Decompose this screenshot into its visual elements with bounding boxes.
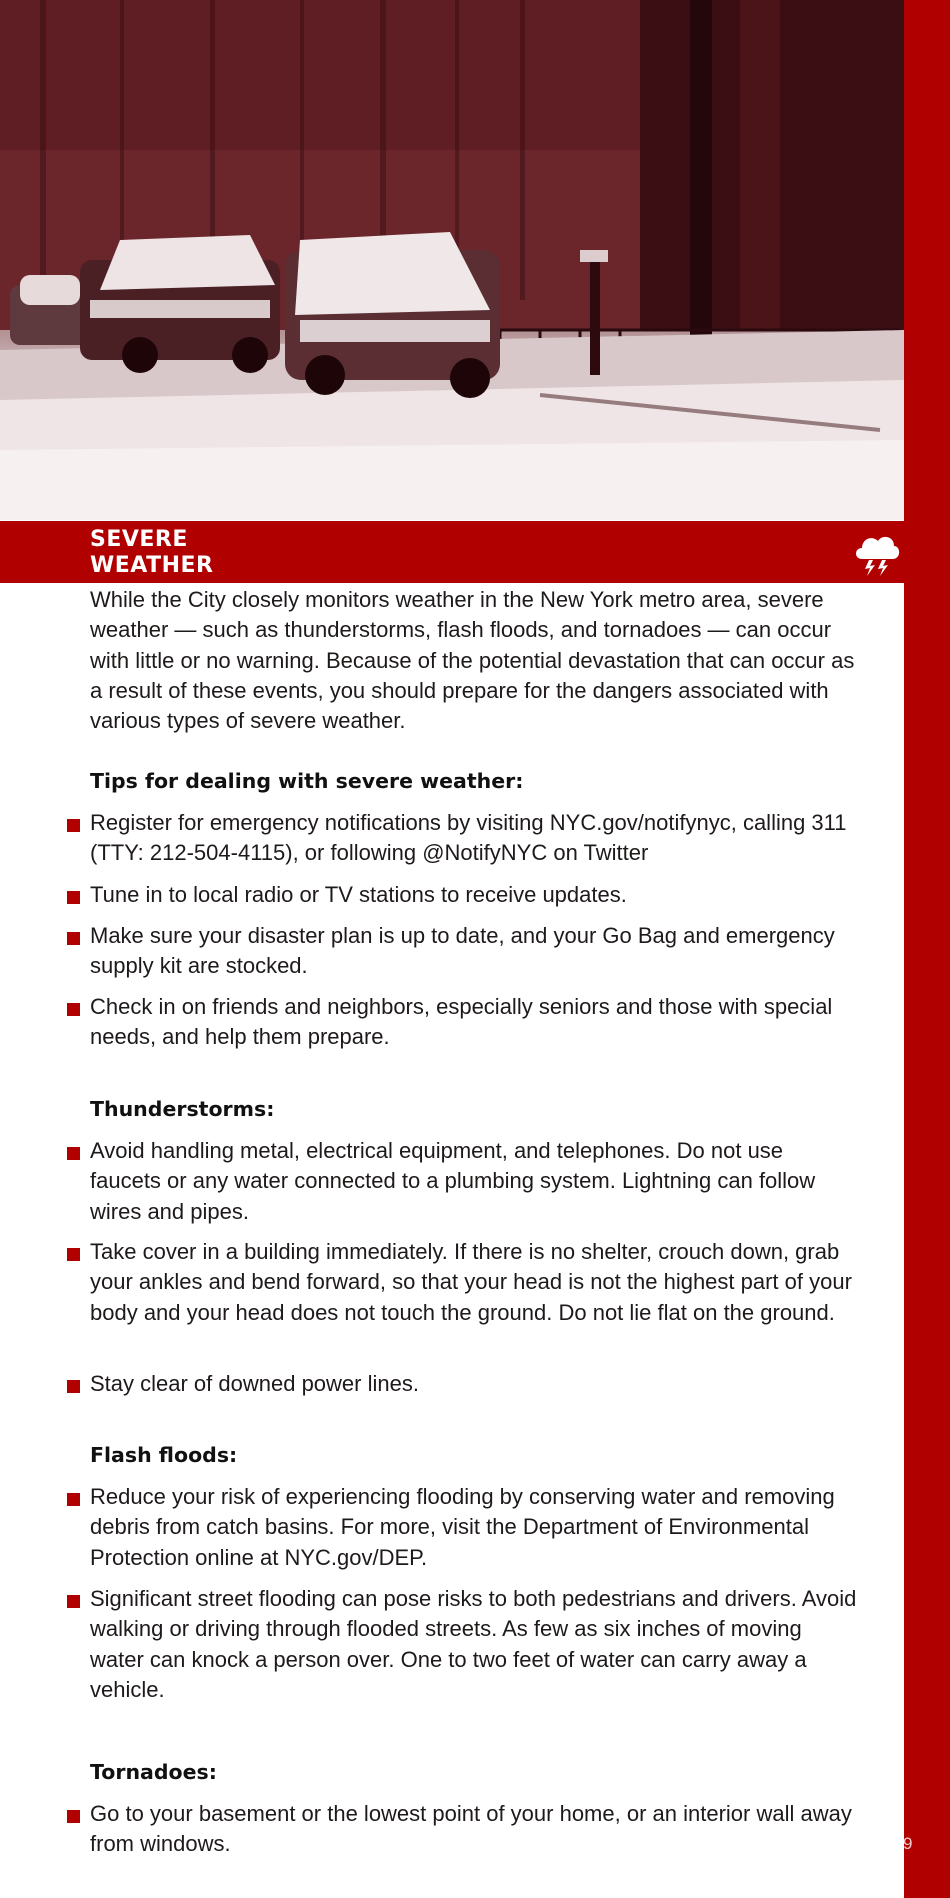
right-edge-bar — [904, 0, 950, 1898]
snowy-street-photo — [0, 0, 904, 520]
list-item — [90, 921, 860, 982]
bullet-square-icon — [67, 1003, 80, 1016]
list-item-text: Go to your basement or the lowest point of your home, or an interior wall away from windows. — [90, 1801, 852, 1857]
list-item — [90, 808, 860, 869]
bullet-square-icon — [67, 1380, 80, 1393]
storm-cloud-lightning-icon — [852, 529, 902, 577]
thunderstorms-heading: Thunderstorms: — [90, 1097, 275, 1121]
section-banner — [0, 521, 904, 583]
list-item-text: Reduce your risk of experiencing flooding by conserving water and removing debris from catch basins. For more, visit the Department of Environmental Protection online at NYC.gov/DEP. — [90, 1484, 835, 1570]
list-item-text: Make sure your disaster plan is up to date, and your Go Bag and emergency supply kit are stocked. — [90, 923, 835, 979]
bullet-square-icon — [67, 1810, 80, 1823]
list-item — [90, 1136, 860, 1227]
list-item-text: Take cover in a building immediately. If there is no shelter, crouch down, grab your ankles and bend forward, so that your head is not the highest part of your body and your head does not touch the ground. Do not lie flat on the ground. — [90, 1239, 852, 1325]
bullet-square-icon — [67, 1248, 80, 1261]
bullet-square-icon — [67, 1493, 80, 1506]
list-item — [90, 1369, 860, 1399]
flash-floods-heading: Flash floods: — [90, 1443, 238, 1467]
list-item-text: Significant street flooding can pose risks to both pedestrians and drivers. Avoid walking or driving through flooded streets. As few as six inches of moving water can knock a person over. One to two feet of water can carry away a vehicle. — [90, 1586, 857, 1702]
list-item-text: Avoid handling metal, electrical equipment, and telephones. Do not use faucets or any water connected to a plumbing system. Lightning can follow wires and pipes. — [90, 1138, 816, 1224]
list-item — [90, 992, 860, 1053]
section-title-line2: WEATHER — [90, 553, 214, 578]
snowy-street-illustration — [0, 0, 904, 520]
list-item — [90, 1799, 860, 1860]
tips-heading: Tips for dealing with severe weather: — [90, 769, 524, 793]
list-item — [90, 880, 860, 910]
section-title-line1: SEVERE — [90, 527, 188, 552]
bullet-square-icon — [67, 932, 80, 945]
list-item-text: Stay clear of downed power lines. — [90, 1371, 419, 1396]
page-number: 9 — [903, 1834, 913, 1853]
list-item — [90, 1482, 860, 1573]
list-item — [90, 1237, 860, 1328]
list-item — [90, 1584, 860, 1705]
list-item-text: Tune in to local radio or TV stations to receive updates. — [90, 882, 627, 907]
bullet-square-icon — [67, 1595, 80, 1608]
tornadoes-heading: Tornadoes: — [90, 1760, 217, 1784]
bullet-square-icon — [67, 891, 80, 904]
intro-paragraph: While the City closely monitors weather in the New York metro area, severe weather — such as thunderstorms, flash floods, and tornadoes — can occur with little or no warning. Because of the potential devastation that can occur as a result of these events, you should prepare for the dangers associated with various types of severe weather. — [90, 587, 855, 734]
list-item-text: Register for emergency notifications by visiting NYC.gov/notifynyc, calling 311 (TTY: 212-504-4115), or following @NotifyNYC on Twitter — [90, 810, 847, 866]
section-title — [90, 527, 214, 579]
list-item-text: Check in on friends and neighbors, especially seniors and those with special needs, and help them prepare. — [90, 994, 833, 1050]
bullet-square-icon — [67, 1147, 80, 1160]
bullet-square-icon — [67, 819, 80, 832]
